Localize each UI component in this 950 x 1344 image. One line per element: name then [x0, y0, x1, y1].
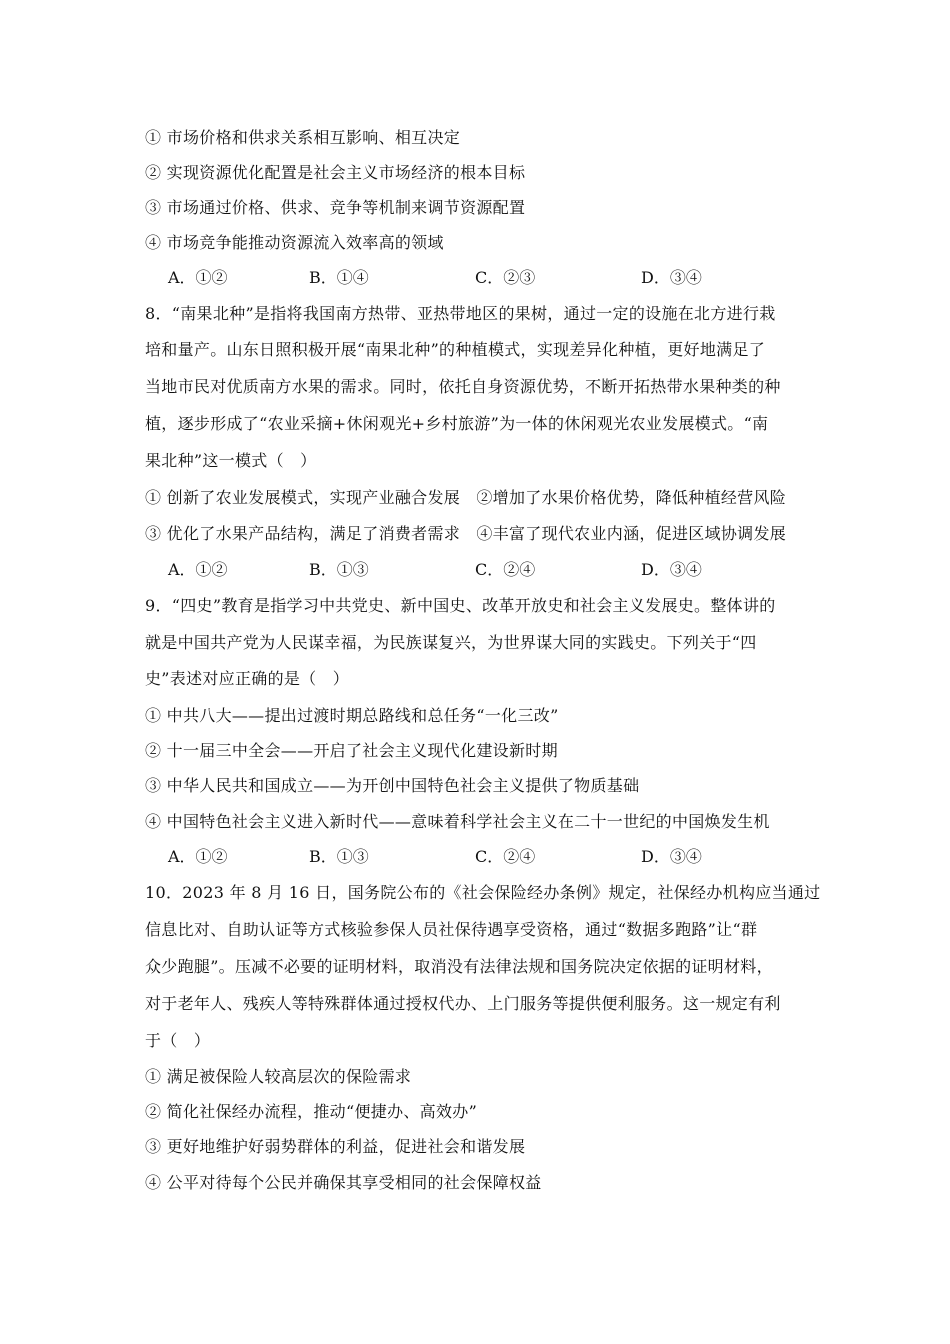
q10-stem-line: 众少跑腿”。压减不必要的证明材料，取消没有法律法规和国务院决定依据的证明材料，	[145, 957, 773, 976]
q7-options	[168, 268, 808, 288]
q10-statement-4: ④ 公平对待每个公民并确保其享受相同的社会保障权益	[145, 1173, 542, 1192]
q7-option-a: A．①②	[168, 268, 228, 287]
q7-option-c: C．②③	[475, 268, 536, 287]
q9-options	[168, 847, 808, 867]
q8-stem-line: 当地市民对优质南方水果的需求。同时，依托自身资源优势，不断开拓热带水果种类的种	[145, 377, 781, 396]
q8-stem-line: 培和量产。山东日照积极开展“南果北种”的种植模式，实现差异化种植，更好地满足了	[145, 340, 766, 359]
q8-statement-row: ③ 优化了水果产品结构，满足了消费者需求 ④丰富了现代农业内涵，促进区域协调发展	[145, 524, 787, 543]
q9-option-c: C．②④	[475, 847, 536, 866]
q8-stem-line: 8．“南果北种”是指将我国南方热带、亚热带地区的果树，通过一定的设施在北方进行栽	[145, 304, 776, 323]
q7-statement-1: ① 市场价格和供求关系相互影响、相互决定	[145, 128, 461, 147]
q7-option-d: D．③④	[641, 268, 702, 287]
q8-option-a: A．①②	[168, 560, 228, 579]
q7-statement-4: ④ 市场竞争能推动资源流入效率高的领域	[145, 233, 444, 252]
q8-stem-line: 植，逐步形成了“农业采摘+休闲观光+乡村旅游”为一体的休闲观光农业发展模式。“南	[145, 414, 769, 433]
q7-statement-2: ② 实现资源优化配置是社会主义市场经济的根本目标	[145, 163, 526, 182]
q9-stem-line: 9．“四史”教育是指学习中共党史、新中国史、改革开放史和社会主义发展史。整体讲的	[145, 596, 776, 615]
q9-option-b: B．①③	[309, 847, 369, 866]
q8-option-d: D．③④	[641, 560, 702, 579]
q8-option-b: B．①③	[309, 560, 369, 579]
q10-stem-line: 对于老年人、残疾人等特殊群体通过授权代办、上门服务等提供便利服务。这一规定有利	[145, 994, 781, 1013]
q8-options	[168, 560, 808, 580]
q10-statement-2: ② 简化社保经办流程，推动“便捷办、高效办”	[145, 1102, 478, 1121]
q9-stem-line: 就是中国共产党为人民谋幸福，为民族谋复兴，为世界谋大同的实践史。下列关于“四	[145, 633, 757, 652]
q10-statement-1: ① 满足被保险人较高层次的保险需求	[145, 1067, 412, 1086]
q9-stem-line: 史”表述对应正确的是（ ）	[145, 669, 350, 688]
q9-statement-4: ④ 中国特色社会主义进入新时代——意味着科学社会主义在二十一世纪的中国焕发生机	[145, 812, 770, 831]
q8-statement-row: ① 创新了农业发展模式，实现产业融合发展 ②增加了水果价格优势，降低种植经营风险	[145, 488, 787, 507]
q9-statement-1: ① 中共八大——提出过渡时期总路线和总任务“一化三改”	[145, 706, 559, 725]
q10-stem-line: 于（ ）	[145, 1031, 211, 1050]
q7-option-b: B．①④	[309, 268, 369, 287]
q10-statement-3: ③ 更好地维护好弱势群体的利益，促进社会和谐发展	[145, 1137, 526, 1156]
q7-statement-3: ③ 市场通过价格、供求、竞争等机制来调节资源配置	[145, 198, 526, 217]
q9-statement-3: ③ 中华人民共和国成立——为开创中国特色社会主义提供了物质基础	[145, 776, 640, 795]
q10-stem-line: 10．2023 年 8 月 16 日，国务院公布的《社会保险经办条例》规定，社保经办机构应当通过	[145, 883, 821, 902]
q9-option-d: D．③④	[641, 847, 702, 866]
q8-option-c: C．②④	[475, 560, 536, 579]
q8-stem-line: 果北种”这一模式（ ）	[145, 451, 317, 470]
q10-stem-line: 信息比对、自助认证等方式核验参保人员社保待遇享受资格，通过“数据多跑路”让“群	[145, 920, 758, 939]
q9-option-a: A．①②	[168, 847, 228, 866]
q9-statement-2: ② 十一届三中全会——开启了社会主义现代化建设新时期	[145, 741, 558, 760]
